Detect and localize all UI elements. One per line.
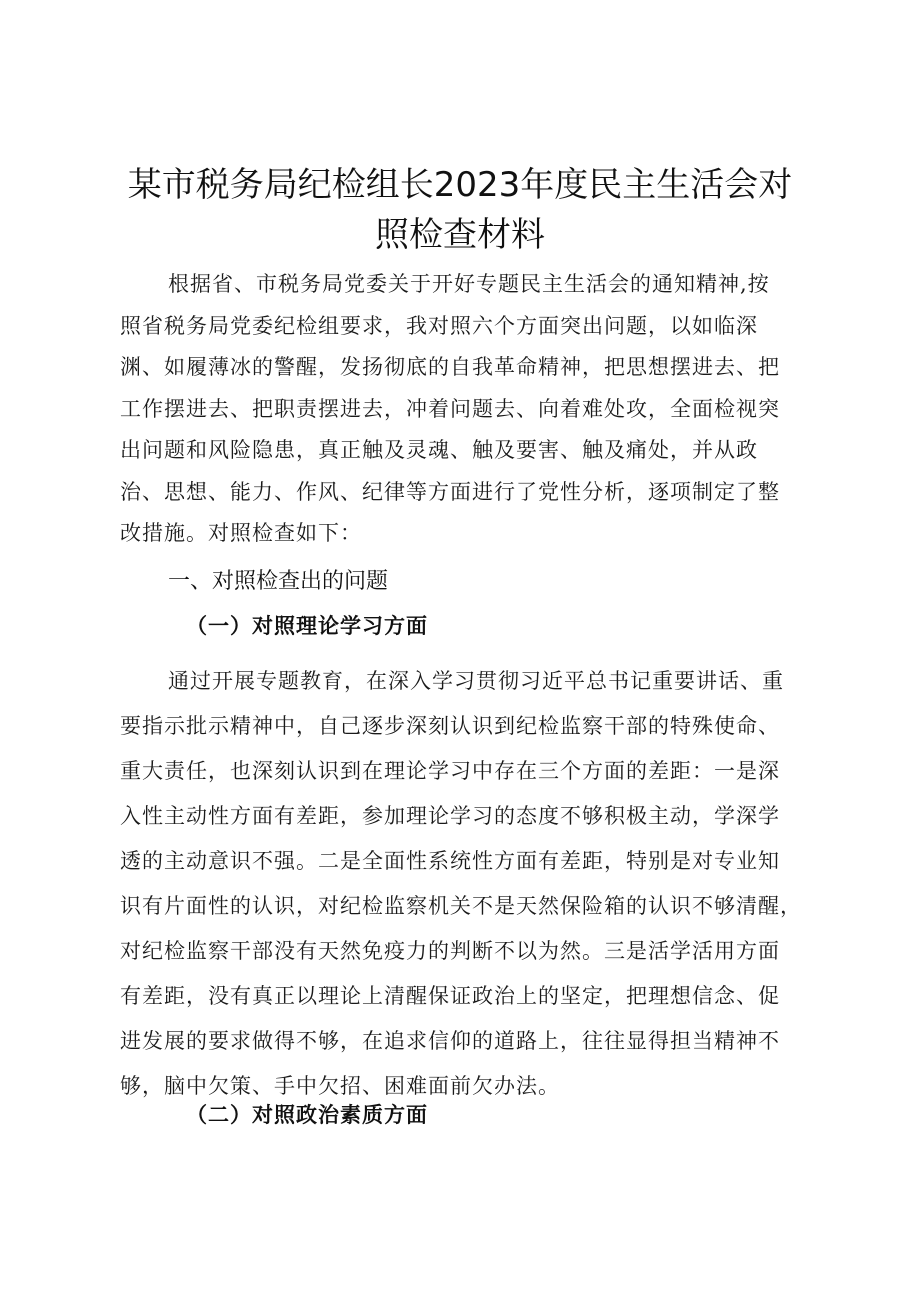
theory-line: 要指示批示精神中，自己逐步深刻认识到纪检监察干部的特殊使命、 (120, 714, 780, 738)
theory-line: 进发展的要求做得不够，在追求信仰的道路上，往往显得担当精神不 (120, 1029, 780, 1053)
theory-line: 够，脑中欠策、手中欠招、困难面前欠办法。 (120, 1074, 560, 1098)
intro-line: 改措施。对照检查如下： (120, 521, 362, 545)
intro-line: 治、思想、能力、作风、纪律等方面进行了党性分析，逐项制定了整 (120, 479, 780, 504)
intro-line: 照省税务局党委纪检组要求，我对照六个方面突出问题，以如临深 (120, 313, 758, 338)
document-title-line-2: 照检查材料 (375, 215, 545, 255)
theory-line: 对纪检监察干部没有天然免疫力的判断不以为然。三是活学活用方面 (120, 939, 780, 963)
subsection-heading-theory: （一）对照理论学习方面 (186, 613, 428, 638)
intro-paragraph (120, 264, 816, 555)
intro-line: 渊、如履薄冰的警醒，发扬彻底的自我革命精神，把思想摆进去、把 (120, 355, 780, 379)
theory-line: 识有片面性的认识，对纪检监察机关不是天然保险箱的认识不够清醒， (120, 894, 802, 918)
intro-line: 工作摆进去、把职责摆进去，冲着问题去、向着难处攻，全面检视突 (120, 396, 780, 421)
intro-line: 出问题和风险隐患，真正触及灵魂、触及要害、触及痛处，并从政 (120, 438, 758, 462)
theory-line: 重大责任，也深刻认识到在理论学习中存在三个方面的差距：一是深 (120, 759, 780, 783)
theory-paragraph (120, 659, 816, 1109)
section-heading: 一、对照检查出的问题 (168, 569, 389, 594)
intro-line: 根据省、市税务局党委关于开好专题民主生活会的通知精神,按 (168, 272, 770, 296)
theory-line: 通过开展专题教育，在深入学习贯彻习近平总书记重要讲话、重 (168, 669, 784, 693)
theory-line: 有差距，没有真正以理论上清醒保证政治上的坚定，把理想信念、促 (120, 984, 780, 1008)
subsection-heading-political: （二）对照政治素质方面 (186, 1102, 428, 1127)
theory-line: 透的主动意识不强。二是全面性系统性方面有差距，特别是对专业知 (120, 849, 780, 873)
document-title-line-1: 某市税务局纪检组长2023年度民主生活会对 (127, 165, 793, 205)
theory-line: 入性主动性方面有差距，参加理论学习的态度不够积极主动，学深学 (120, 804, 780, 828)
